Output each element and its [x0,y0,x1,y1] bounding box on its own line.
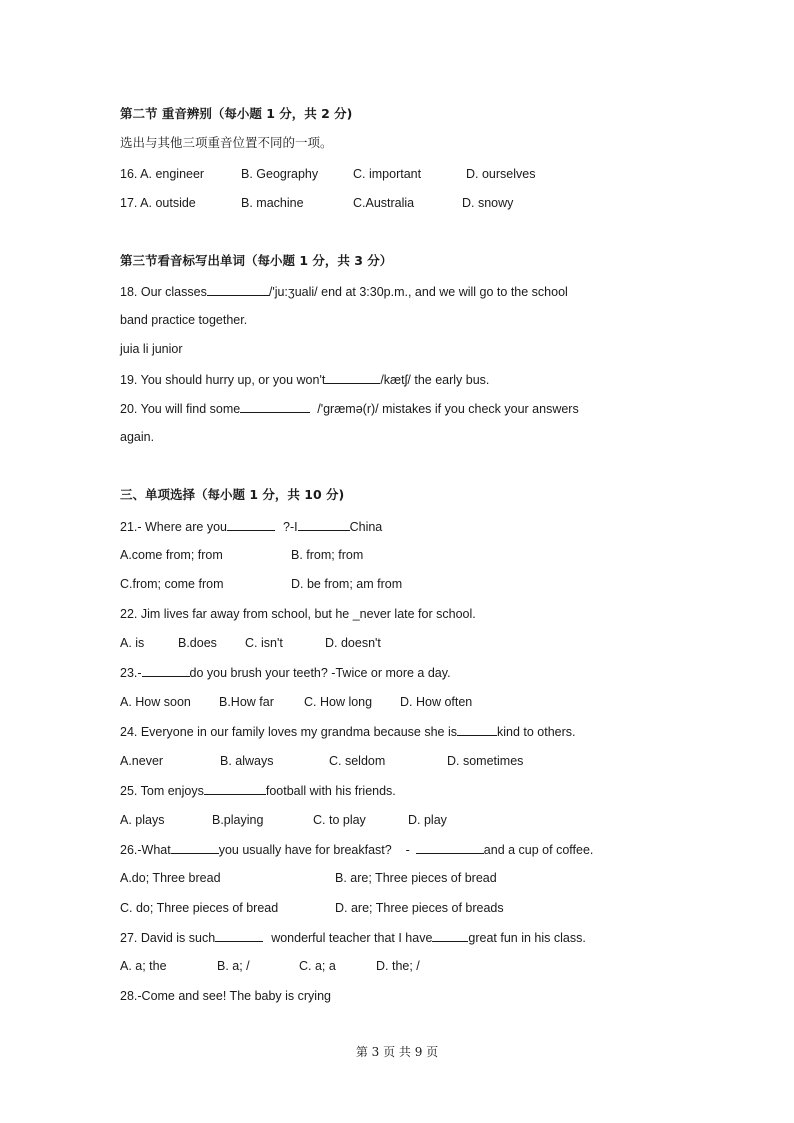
q23-text-after: do you brush your teeth? -Twice or more a day. [189,666,451,680]
q27-text-after: great fun in his class. [468,931,586,945]
q21-text-before: 21.- Where are you [120,520,227,534]
q26-blank-2 [416,841,484,854]
q21-blank-1 [227,518,275,531]
q24-option-c: C. seldom [329,754,386,768]
q26-option-d: D. are; Three pieces of breads [335,901,504,915]
q21-blank-2 [298,518,350,531]
q20-blank [240,400,310,413]
q26-option-a: A.do; Three bread [120,871,221,885]
q23-options [120,694,640,710]
q21-options-row2 [120,576,640,592]
question-24 [120,723,576,740]
q19-text-after: /kætʃ/ the early bus. [380,373,490,387]
q25-option-a: A. plays [120,813,165,827]
q24-blank [457,723,497,736]
question-17 [120,195,640,211]
q24-text-before: 24. Everyone in our family loves my grandma because she is [120,725,457,739]
q17-option-b: B. machine [241,196,304,210]
q22-option-c: C. isn't [245,636,283,650]
q26-options-row2 [120,900,640,916]
q23-option-b: B.How far [219,695,274,709]
q24-option-a: A.never [120,754,164,768]
handwritten-note: juia li junior [120,342,183,356]
question-21 [120,518,382,535]
q26-text-mid: you usually have for breakfast? - [218,843,410,857]
q27-option-a: A. a; the [120,959,167,973]
q23-option-a: A. How soon [120,695,191,709]
q27-blank-1 [215,929,263,942]
q22-option-b: B.does [178,636,217,650]
q21-options-row1 [120,547,640,563]
q27-option-d: D. the; / [376,959,420,973]
q19-blank [325,371,380,384]
question-20 [120,400,579,417]
q17-option-d: D. snowy [462,196,514,210]
question-26 [120,841,593,858]
q27-text-before: 27. David is such [120,931,216,945]
section2-instruction: 选出与其他三项重音位置不同的一项。 [120,135,333,150]
q24-options [120,753,640,769]
q25-text-after: football with his friends. [265,784,396,798]
q23-text-before: 23.- [120,666,142,680]
q24-option-d: D. sometimes [447,754,524,768]
q23-blank [142,664,190,677]
q26-options-row1 [120,870,640,886]
question-28: 28.-Come and see! The baby is crying [120,989,331,1003]
question-16 [120,166,640,182]
q21-text-after: China [349,520,383,534]
q18-text-after: /'ju:ʒuali/ end at 3:30p.m., and we will go to the school [268,285,568,299]
question-27 [120,929,586,946]
q25-options [120,812,640,828]
q27-options [120,958,640,974]
question-19 [120,371,489,388]
q21-option-d: D. be from; am from [291,577,403,591]
q20-line2: again. [120,430,155,444]
q25-blank [204,782,266,795]
q25-option-b: B.playing [212,813,264,827]
q18-line2: band practice together. [120,313,248,327]
q25-option-c: C. to play [313,813,366,827]
q16-option-a: 16. A. engineer [120,167,205,181]
q16-option-b: B. Geography [241,167,319,181]
section3-heading: 第三节看音标写出单词（每小题 1 分，共 3 分） [120,253,393,268]
q22-options [120,635,640,651]
q16-option-d: D. ourselves [466,167,536,181]
q17-option-a: 17. A. outside [120,196,196,210]
q18-text-before: 18. Our classes [120,285,207,299]
q20-text-after: /'græmə(r)/ mistakes if you check your answers [317,402,579,416]
q19-text-before: 19. You should hurry up, or you won't [120,373,326,387]
q21-text-mid: ?-I [283,520,298,534]
question-18 [120,283,568,300]
question-23 [120,664,451,681]
q17-option-c: C.Australia [353,196,415,210]
q16-option-c: C. important [353,167,422,181]
q27-option-b: B. a; / [217,959,250,973]
q26-text-after: and a cup of coffee. [483,843,594,857]
q24-text-after: kind to others. [496,725,576,739]
q25-text-before: 25. Tom enjoys [120,784,204,798]
q26-option-c: C. do; Three pieces of bread [120,901,279,915]
question-25 [120,782,396,799]
page-footer: 第 3 页 共 9 页 [355,1045,439,1059]
q26-option-b: B. are; Three pieces of bread [335,871,497,885]
section2-heading: 第二节 重音辨别（每小题 1 分，共 2 分) [120,106,353,121]
q18-blank [207,283,269,296]
q27-text-mid: wonderful teacher that I have [271,931,433,945]
part3-heading: 三、单项选择（每小题 1 分，共 10 分) [120,487,345,502]
q22-option-d: D. doesn't [325,636,381,650]
q22-option-a: A. is [120,636,145,650]
q23-option-d: D. How often [400,695,473,709]
q27-blank-2 [432,929,468,942]
q21-option-c: C.from; come from [120,577,224,591]
q20-text-before: 20. You will find some [120,402,241,416]
q27-option-c: C. a; a [299,959,336,973]
exam-page [120,0,640,1123]
q24-option-b: B. always [220,754,274,768]
q21-option-b: B. from; from [291,548,364,562]
q26-text-before: 26.-What [120,843,171,857]
q26-blank-1 [171,841,219,854]
q23-option-c: C. How long [304,695,373,709]
q25-option-d: D. play [408,813,447,827]
q21-option-a: A.come from; from [120,548,223,562]
question-22: 22. Jim lives far away from school, but he _never late for school. [120,607,476,621]
